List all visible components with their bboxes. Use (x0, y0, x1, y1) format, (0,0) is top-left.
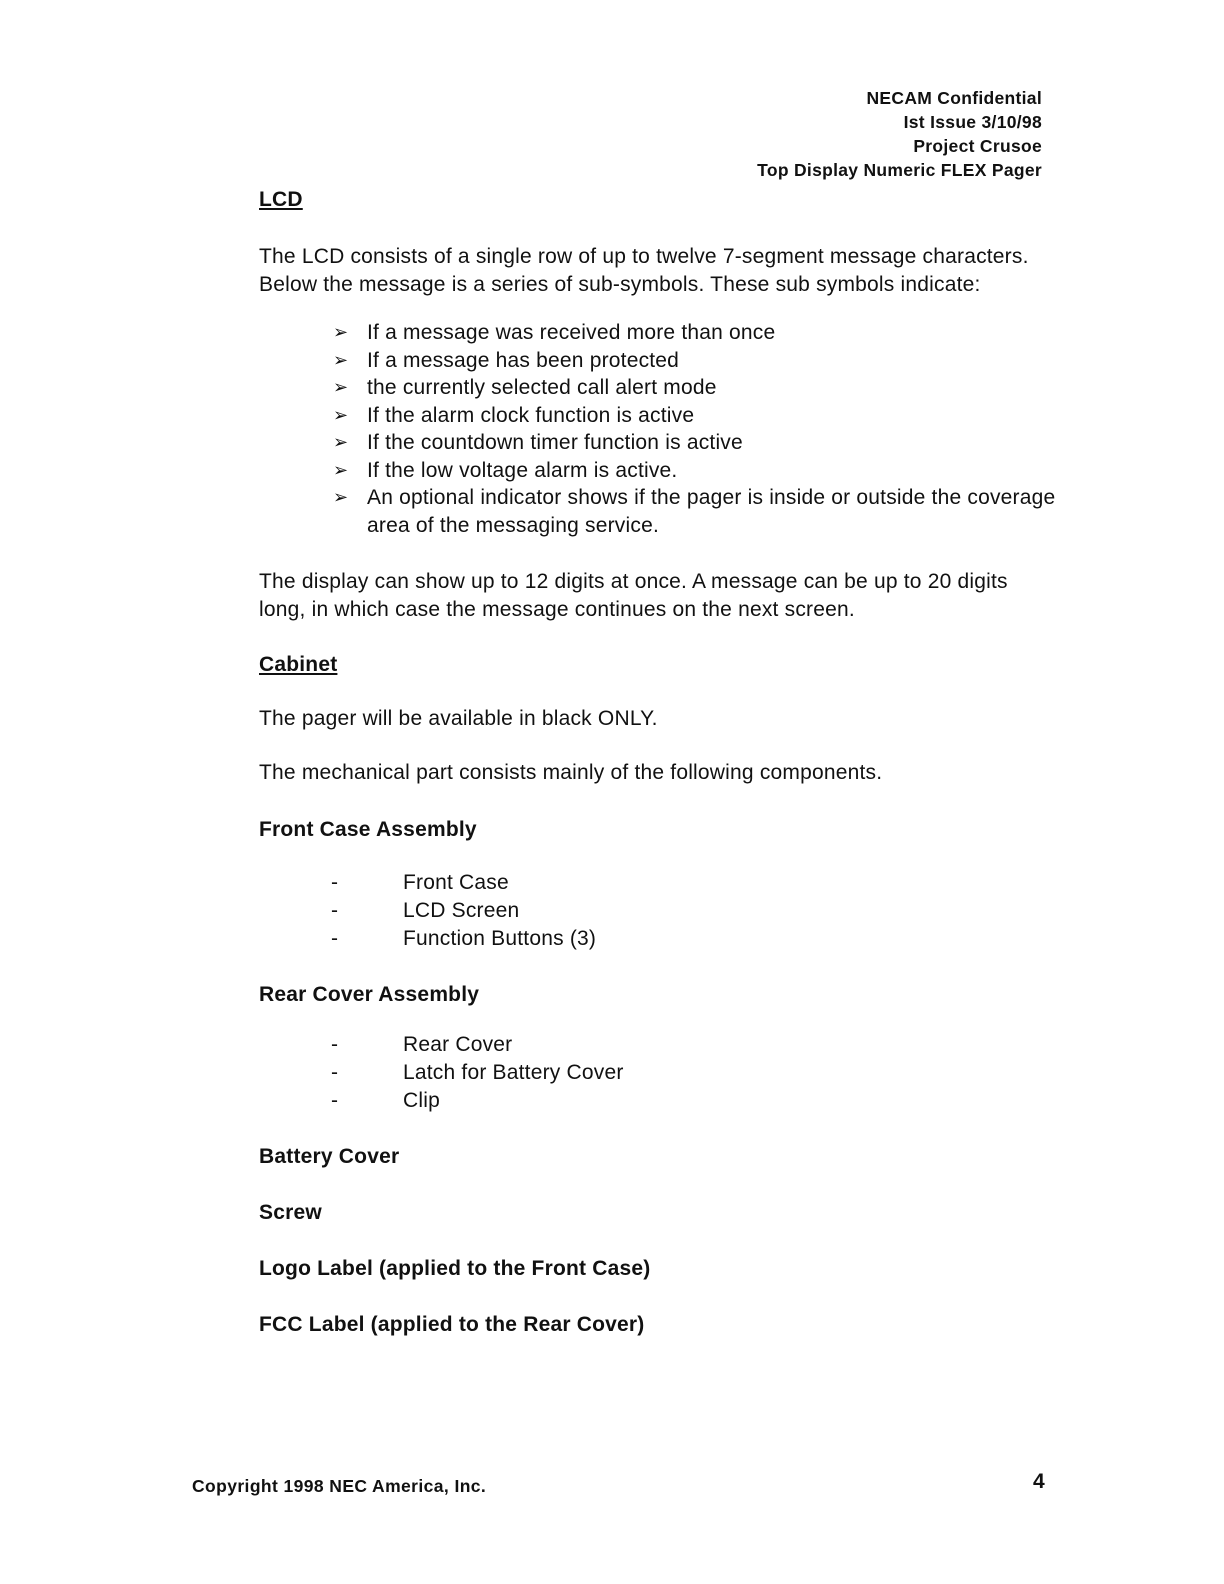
dash-bullet-icon: - (331, 1089, 339, 1112)
lcd-closing-paragraph: The display can show up to 12 digits at once. A message can be up to 20 digits long, in which case the message continues on the next screen. (259, 570, 1008, 621)
list-item: - Clip (331, 1087, 1059, 1115)
arrow-bullet-icon: ➢ (333, 322, 349, 342)
list-item: - Front Case (331, 869, 1059, 897)
list-item: ➢ If the alarm clock function is active (333, 402, 1059, 430)
list-item: ➢ If the countdown timer function is active (333, 429, 1059, 457)
front-case-assembly-list (259, 869, 1059, 953)
fcc-label-heading: FCC Label (applied to the Rear Cover) (259, 1313, 645, 1336)
lcd-intro-paragraph: The LCD consists of a single row of up to twelve 7-segment message characters. Below the message is a series of sub-symbols. These sub symbols indicate: (259, 245, 1029, 296)
dash-bullet-icon: - (331, 871, 339, 894)
dash-bullet-icon: - (331, 1061, 339, 1084)
list-item: ➢ If the low voltage alarm is active. (333, 457, 1059, 485)
logo-label-heading: Logo Label (applied to the Front Case) (259, 1257, 651, 1280)
list-item: ➢ An optional indicator shows if the pager is inside or outside the coverage area of the messaging service. (333, 486, 1056, 537)
list-item: ➢ If a message has been protected (333, 347, 1059, 375)
list-item: ➢ If a message was received more than once (333, 319, 1059, 347)
page-number: 4 (1033, 1470, 1045, 1493)
arrow-bullet-icon: ➢ (333, 432, 349, 452)
list-item: ➢ the currently selected call alert mode (333, 374, 1059, 402)
list-item: - Function Buttons (3) (331, 925, 1059, 953)
lcd-sub-symbol-list (259, 319, 1059, 539)
cabinet-color-paragraph: The pager will be available in black ONLY. (259, 707, 658, 730)
battery-cover-heading: Battery Cover (259, 1145, 400, 1168)
header-project: Project Crusoe (913, 136, 1042, 156)
cabinet-section-title: Cabinet (259, 653, 338, 676)
rear-cover-assembly-heading: Rear Cover Assembly (259, 983, 480, 1006)
arrow-bullet-icon: ➢ (333, 487, 349, 507)
dash-bullet-icon: - (331, 1033, 339, 1056)
dash-bullet-icon: - (331, 899, 339, 922)
list-item: - Latch for Battery Cover (331, 1059, 1059, 1087)
arrow-bullet-icon: ➢ (333, 459, 349, 480)
rear-cover-assembly-list (259, 1031, 1059, 1115)
header-product: Top Display Numeric FLEX Pager (757, 160, 1042, 180)
header-issue: Ist Issue 3/10/98 (903, 112, 1042, 132)
dash-bullet-icon: - (331, 927, 339, 950)
list-item: - LCD Screen (331, 897, 1059, 925)
lcd-section-title: LCD (259, 188, 303, 211)
arrow-bullet-icon: ➢ (333, 349, 349, 370)
list-item: - Rear Cover (331, 1031, 1059, 1059)
header-confidential: NECAM Confidential (866, 88, 1042, 108)
front-case-assembly-heading: Front Case Assembly (259, 818, 477, 841)
arrow-bullet-icon: ➢ (333, 377, 349, 397)
document-header (757, 86, 1042, 182)
screw-heading: Screw (259, 1201, 322, 1224)
document-body (259, 180, 1059, 1337)
footer-copyright: Copyright 1998 NEC America, Inc. (192, 1476, 487, 1496)
arrow-bullet-icon: ➢ (333, 404, 349, 425)
cabinet-components-paragraph: The mechanical part consists mainly of the following components. (259, 761, 883, 784)
